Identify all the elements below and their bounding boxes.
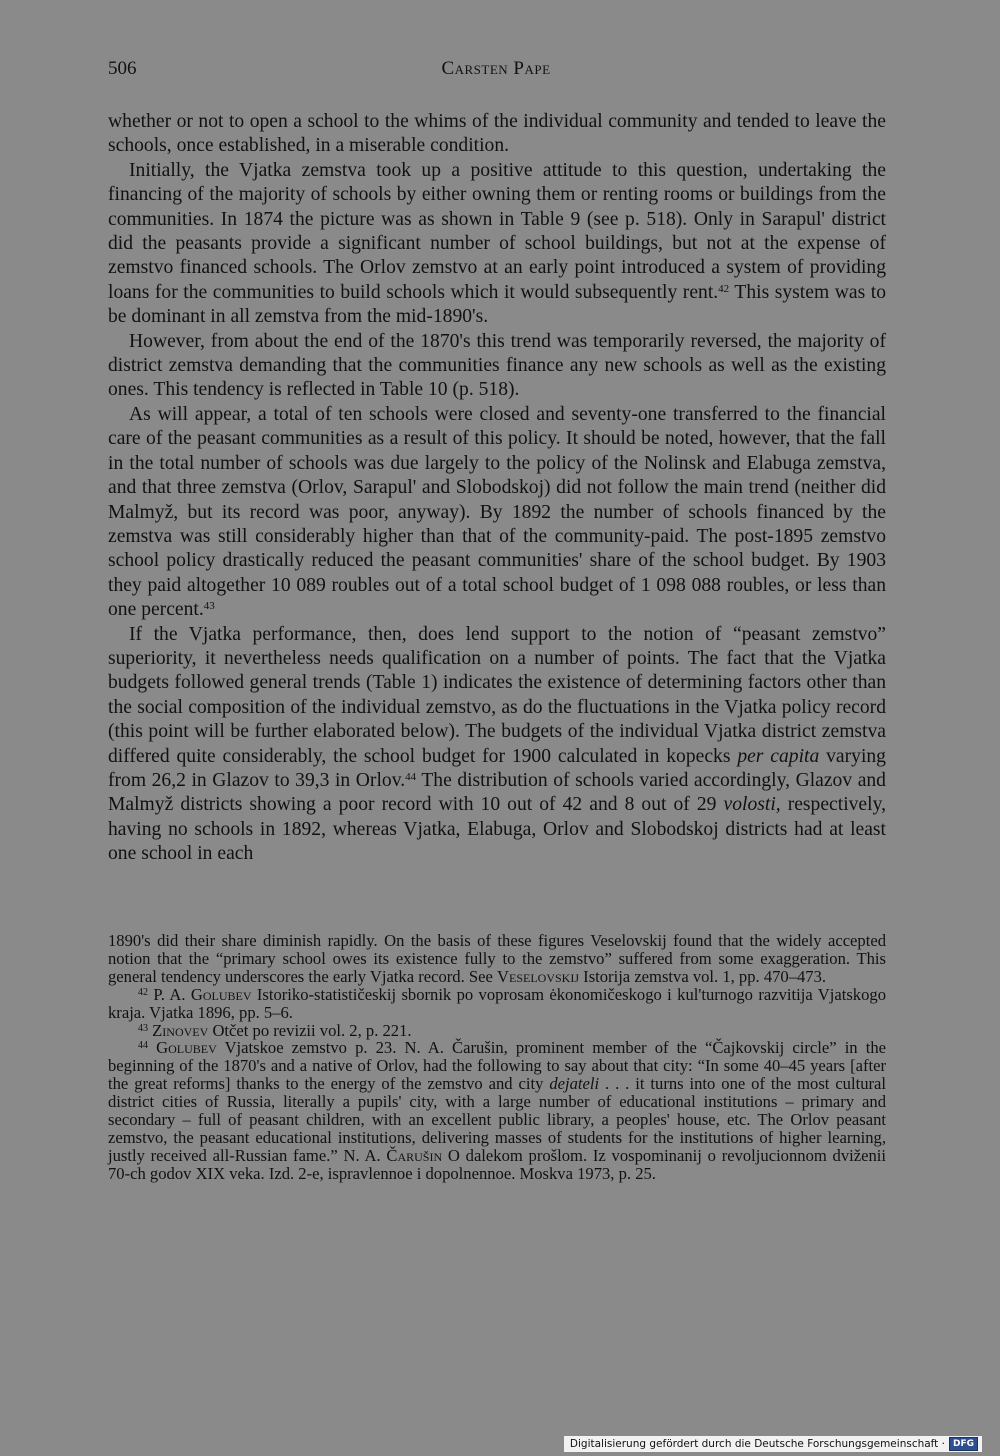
footnotes xyxy=(108,932,886,1183)
paragraph-text: The distribution of schools varied accordingly, Glazov and Malmyž districts showing a poor record with 10 out of 42 and 8 out of 29 xyxy=(108,769,886,816)
paragraph-text: As will appear, a total of ten schools were closed and seventy-one transferred to the financial care of the peasant communities as a result of this policy. It should be noted, however, that the fall in the total number of schools was due largely to the policy of the Nolinsk and Elabuga zemstva, and that three zemstva (Orlov, Sarapul' and Slobodskoj) did not follow the main trend (neither did Malmyž, but its record was poor, anyway). By 1892 the number of schools financed by the zemstva was still considerably higher than that of the community-paid. The post-1895 zemstvo school policy drastically reduced the peasant communities' share of the school budget. By 1903 they paid altogether 10 089 roubles out of a total school budget of 1 098 088 roubles, or less than one percent. xyxy=(108,403,886,621)
italic-term: per capita xyxy=(737,745,820,767)
paragraph xyxy=(108,330,886,403)
footnote-ref[interactable]: 44 xyxy=(405,770,417,783)
paragraph-text: whether or not to open a school to the whims of the individual community and tended to leave the schools, once established, in a miserable condition. xyxy=(108,111,886,157)
footnote-ref[interactable]: 43 xyxy=(203,600,215,613)
running-head: Carsten Pape xyxy=(441,58,551,79)
page-header xyxy=(108,58,884,88)
footnote-text: Vjatskoe zemstvo p. 23. N. A. Čarušin, prominent member of the “Čajkovskij circle” in the beginning of the 1870's and a native of Orlov, had the following to say about that city: “In some 40–45 years [after the great reforms] thanks to the energy of the zemstvo and city xyxy=(108,1038,886,1094)
body-text xyxy=(108,110,886,867)
footnote-text: Istoriko-statističeskij sbornik po voprosam ėkonomičeskogo i kul'turnogo razvitija Vjatskogo kraja. Vjatka 1896, pp. 5–6. xyxy=(108,984,886,1022)
paragraph-text: This system was to be dominant in all zemstva from the mid-1890's. xyxy=(108,281,886,328)
footnote-author: Golubev xyxy=(156,1038,217,1058)
footnote-text: O dalekom prošlom. Iz vospominanij o revoljucionnom dviženii 70-ch godov XIX veka. Izd. 2-e, ispravlennoe i dopolnennoe. Moskva 1973, p. 25. xyxy=(108,1145,886,1183)
footnote-44 xyxy=(108,1039,886,1182)
footnote-author: Zinovev xyxy=(152,1020,209,1040)
dfg-logo-icon: DFG xyxy=(949,1437,978,1451)
footnote-number: 44 xyxy=(138,1040,148,1052)
paragraph xyxy=(108,623,886,867)
footnote-42 xyxy=(108,986,886,1022)
footnote-43 xyxy=(108,1022,886,1040)
paragraph-text: Initially, the Vjatka zemstva took up a positive attitude to this question, undertaking the financing of the majority of schools by either owning them or renting rooms or buildings from the communities. In 1874 the picture was as shown in Table 9 (see p. 518). Only in Sarapul' district did the peasants provide a significant number of school buildings, but not at the expense of zemstvo financed schools. The Orlov zemstvo at an early point introduced a system of providing loans for the communities to build schools which it would subsequently rent. xyxy=(108,159,886,303)
paragraph-text: varying from 26,2 in Glazov to 39,3 in Orlov. xyxy=(108,745,886,791)
footnote-author: P. A. Golubev xyxy=(153,984,252,1004)
footnote-text: Otčet po revizii vol. 2, p. 221. xyxy=(208,1020,412,1040)
paragraph xyxy=(108,110,886,159)
footnote-number: 43 xyxy=(138,1022,148,1034)
paragraph-text: respectively, having no schools in 1892, whereas Vjatka, Elabuga, Orlov and Slobodskoj districts had at least one school in each xyxy=(108,794,886,865)
digitization-credit xyxy=(564,1436,982,1452)
paragraph xyxy=(108,159,886,330)
footnote-ref[interactable]: 42 xyxy=(718,282,730,295)
paragraph-text: However, from about the end of the 1870's this trend was temporarily reversed, the majority of district zemstva demanding that the communities finance any new schools as well as the existing ones. This tendency is reflected in Table 10 (p. 518). xyxy=(108,330,886,401)
page-number: 506 xyxy=(108,58,137,79)
italic-term: dejateli xyxy=(549,1074,600,1094)
footnote-text: 1890's did their share diminish rapidly. On the basis of these figures Veselovskij found that the widely accepted notion that the “primary school owes its existence fully to the zemstvo” suffered from some exaggeration. This general tendency underscores the early Vjatka record. See xyxy=(108,931,886,986)
paragraph xyxy=(108,403,886,623)
footnote-text: Istorija zemstva vol. 1, pp. 470–473. xyxy=(579,966,827,986)
footnote-text: . . . it turns into one of the most cultural district cities of Russia, literally a pupils' city, with a large number of educational institutions – primary and secondary – full of peasant children, with an excellent public library, a peoples' house, etc. The Orlov peasant zemstvo, the peasant educational institutions, delivering masses of students for the institutions of higher learning, justly received all-Russian fame.” N. A. xyxy=(108,1074,887,1165)
italic-term: volosti, xyxy=(723,794,781,816)
footnote-author: Veselovskij xyxy=(497,966,580,986)
paragraph-text: If the Vjatka performance, then, does lend support to the notion of “peasant zemstvo” superiority, it nevertheless needs qualification on a number of points. The fact that the Vjatka budgets followed general trends (Table 1) indicates the existence of determining factors other than the social composition of the individual zemstvo, as do the fluctuations in the Vjatka policy record (this point will be further elaborated below). The budgets of the individual Vjatka district zemstva differed quite considerably, the school budget for 1900 calculated in kopecks xyxy=(108,623,886,767)
footnote-continued xyxy=(108,932,886,986)
footnote-number: 42 xyxy=(138,986,148,998)
credit-text: Digitalisierung gefördert durch die Deutsche Forschungsgemeinschaft · xyxy=(569,1438,945,1450)
footnote-author: Čarušin xyxy=(386,1145,443,1165)
